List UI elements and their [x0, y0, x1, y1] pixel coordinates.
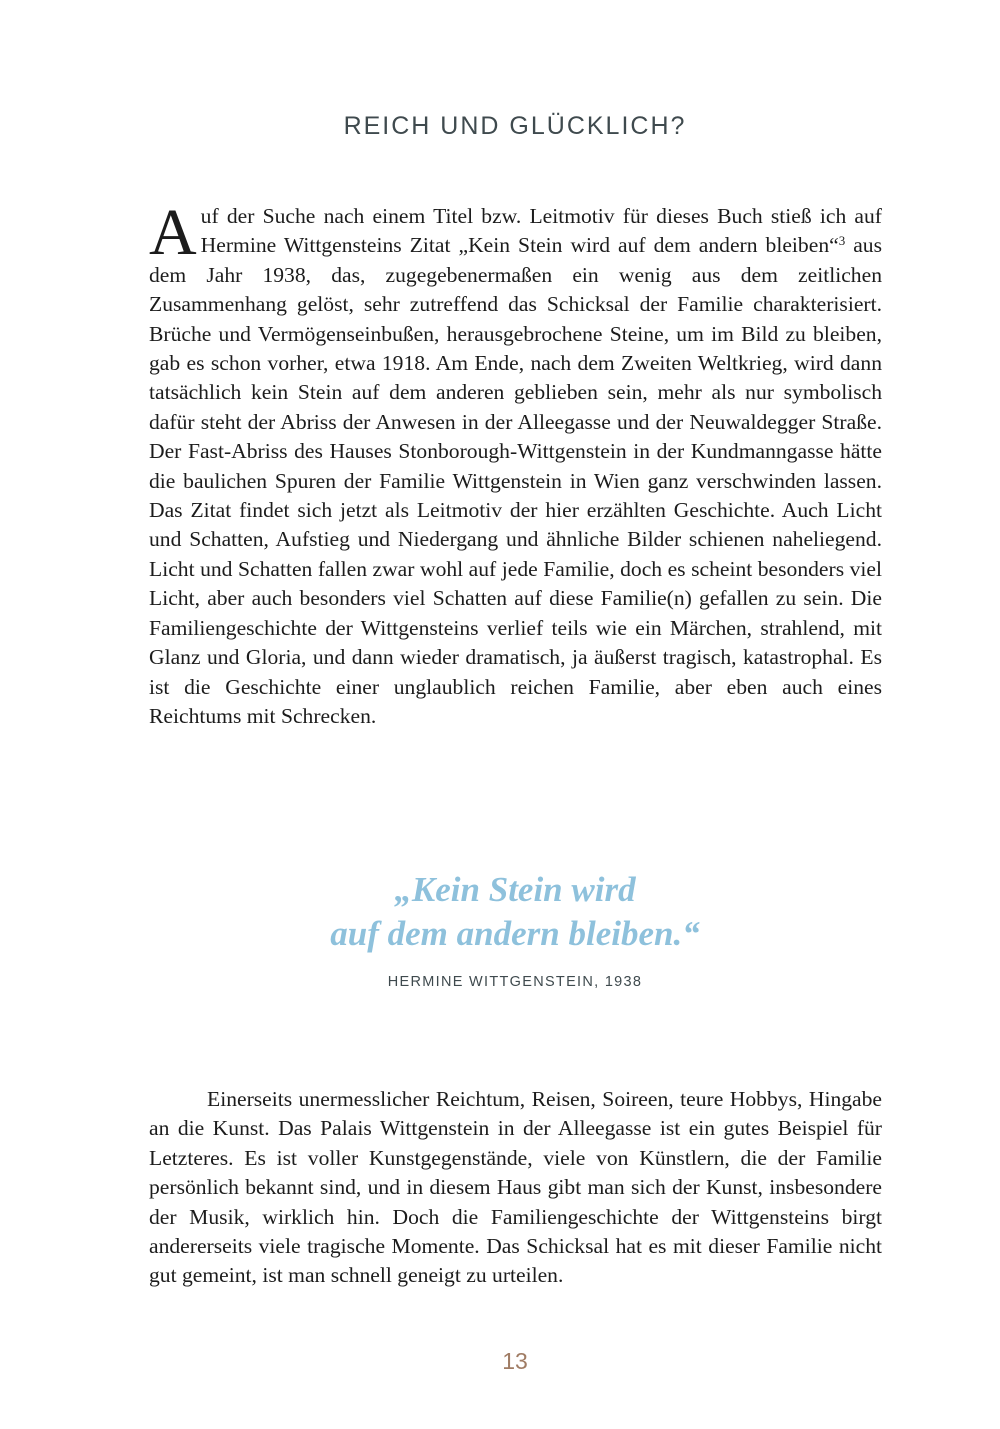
body-paragraph-1	[149, 196, 882, 731]
chapter-title: REICH UND GLÜCKLICH?	[343, 112, 687, 140]
footnote-reference[interactable]: 3	[838, 233, 846, 249]
drop-cap: A	[149, 196, 197, 269]
pull-quote	[0, 868, 1000, 956]
quote-attribution: HERMINE WITTGENSTEIN, 1938	[387, 974, 643, 990]
body-paragraph-2: Einerseits unermesslicher Reichtum, Reisen, Soireen, teure Hobbys, Hingabe an die Kunst. Das Palais Wittgenstein in der Alleegasse ist ein gutes Beispiel für Letzteres. Es ist voller Kunstgegenstände, viele von Künstlern, die der Familie persönlich bekannt sind, und in diesem Haus gibt man sich der Kunst, insbesondere der Musik, wirklich hin. Doch die Familiengeschichte der Wittgensteins birgt andererseits viele tragische Momente. Das Schicksal hat es mit dieser Familie nicht gut gemeint, ist man schnell geneigt zu urteilen.	[149, 1087, 882, 1288]
paragraph-1-text-end: aus dem Jahr 1938, das, zugegebenermaßen ein wenig aus dem zeitlichen Zusammenhang gelöst, sehr zutreffend das Schicksal der Familie charakterisiert. Brüche und Vermögenseinbußen, herausgebrochene Steine, um im Bild zu bleiben, gab es schon vorher, etwa 1918. Am Ende, nach dem Zweiten Weltkrieg, wird dann tatsächlich kein Stein auf dem anderen geblieben sein, mehr als nur symbolisch dafür steht der Abriss der Anwesen in der Alleegasse und der Neuwaldegger Straße. Der Fast-Abriss des Hauses Stonborough-Wittgenstein in der Kundmanngasse hätte die baulichen Spuren der Familie Wittgenstein in Wien ganz verschwinden lassen. Das Zitat findet sich jetzt als Leitmotiv der hier erzählten Geschichte. Auch Licht und Schatten, Aufstieg und Niedergang und ähnliche Bilder schienen naheliegend. Licht und Schatten fallen zwar wohl auf jede Familie, doch es scheint besonders viel Licht, aber auch besonders viel Schatten auf diese Familie(n) gefallen zu sein. Die Familiengeschichte der Wittgensteins verlief teils wie ein Märchen, strahlend, mit Glanz und Gloria, und dann wieder dramatisch, ja äußerst tragisch, katastrophal. Es ist die Geschichte einer unglaublich reichen Familie, aber eben auch eines Reichtums mit Schrecken.	[149, 233, 882, 728]
page-number: 13	[502, 1348, 528, 1374]
pull-quote-line-1: „Kein Stein wird	[394, 870, 636, 909]
pull-quote-line-2: auf dem andern bleiben.“	[330, 914, 700, 953]
paragraph-1-text-start: uf der Suche nach einem Titel bzw. Leitmotiv für dieses Buch stieß ich auf Hermine Wittgensteins Zitat „Kein Stein wird auf dem andern bleiben“	[200, 204, 882, 258]
